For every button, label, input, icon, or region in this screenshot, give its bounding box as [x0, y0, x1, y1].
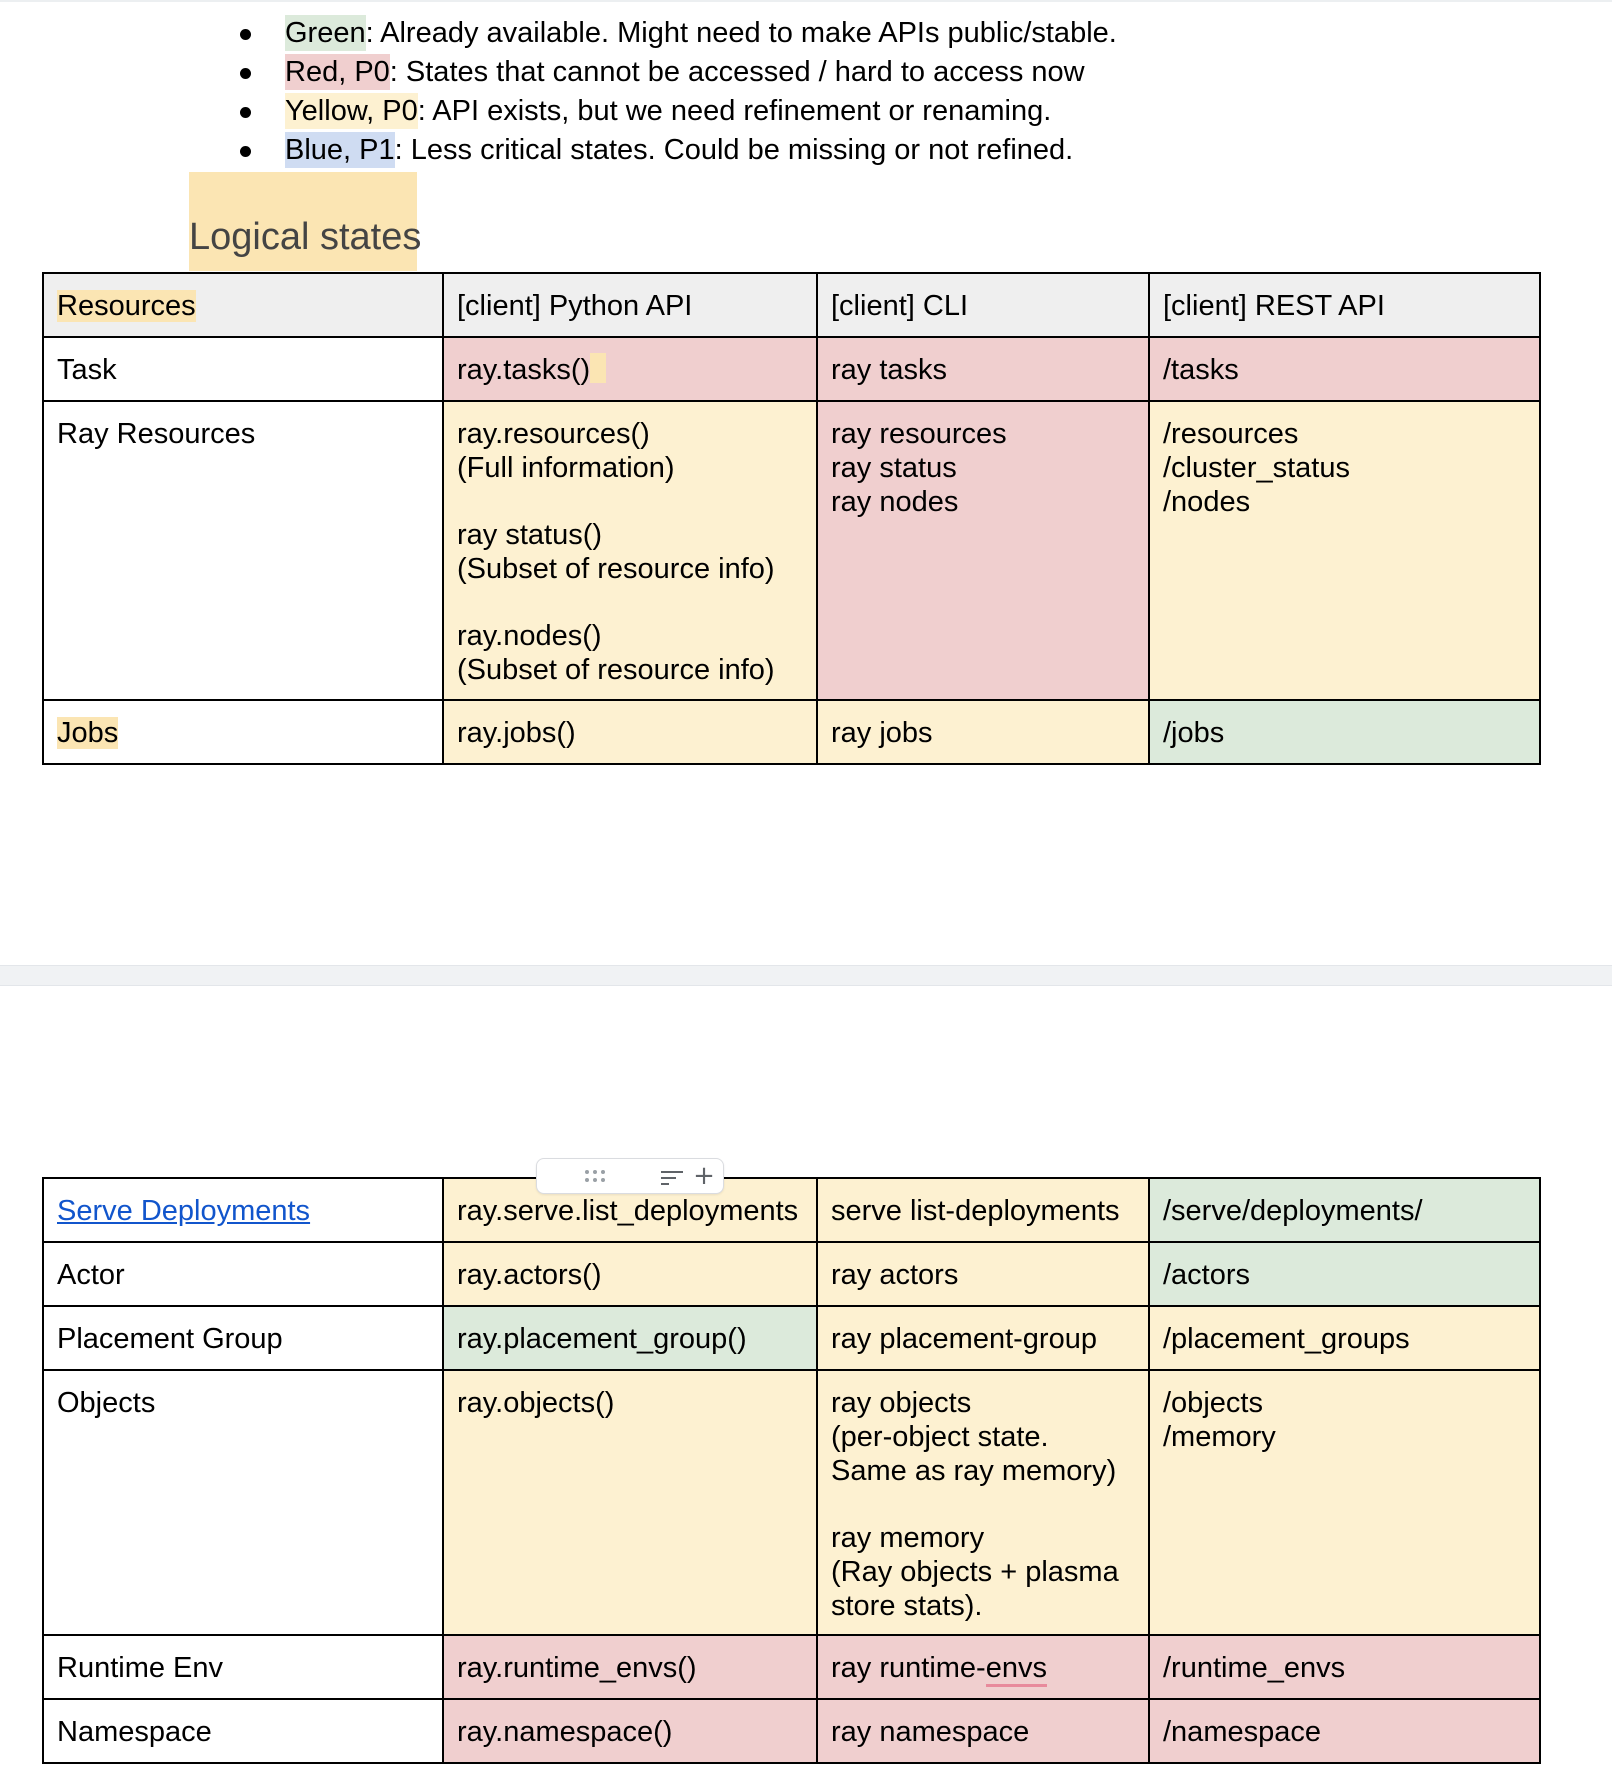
cell-serve-python[interactable]: ray.serve.list_deployments [443, 1178, 817, 1242]
cell-objects-rest[interactable]: /objects /memory [1149, 1370, 1540, 1635]
cell-namespace-label[interactable]: Namespace [43, 1699, 443, 1763]
cell-task-rest[interactable]: /tasks [1149, 337, 1540, 401]
legend-text-yellow: : API exists, but we need refinement or renaming. [417, 95, 1052, 127]
bullet-icon [240, 107, 251, 118]
cell-ray-resources-python[interactable]: ray.resources() (Full information) ray status() (Subset of resource info) ray.nodes() (Subset of resource info) [443, 401, 817, 700]
cell-placement-rest[interactable]: /placement_groups [1149, 1306, 1540, 1370]
states-table-part-1 [42, 272, 1541, 765]
serve-deployments-link[interactable]: Serve Deployments [57, 1195, 311, 1227]
legend-text-green: : Already available. Might need to make APIs public/stable. [365, 17, 1117, 49]
table-row-runtime-env [43, 1635, 1540, 1699]
cell-ray-resources-label[interactable]: Ray Resources [43, 401, 443, 700]
cell-namespace-cli[interactable]: ray namespace [817, 1699, 1149, 1763]
legend-text-blue: : Less critical states. Could be missing or not refined. [394, 134, 1074, 166]
drag-handle-icon[interactable] [585, 1170, 611, 1184]
table-header-row [43, 273, 1540, 337]
cell-ray-resources-cli[interactable]: ray resources ray status ray nodes [817, 401, 1149, 700]
cell-runtime-env-cli[interactable]: ray runtime-envs [817, 1635, 1149, 1699]
spellcheck-underline[interactable]: envs [986, 1652, 1047, 1687]
legend-key-red: Red, P0 [285, 56, 390, 88]
legend-item-red [232, 53, 1432, 92]
table-row-objects [43, 1370, 1540, 1635]
header-cell-resources[interactable]: Resources [43, 273, 443, 337]
text-cursor-highlight [590, 353, 606, 383]
bullet-icon [240, 146, 251, 157]
table-row-namespace [43, 1699, 1540, 1763]
cell-namespace-python[interactable]: ray.namespace() [443, 1699, 817, 1763]
legend-item-yellow [232, 92, 1432, 131]
cell-runtime-env-rest[interactable]: /runtime_envs [1149, 1635, 1540, 1699]
logical-states-heading[interactable] [189, 172, 422, 271]
table-row-placement-group [43, 1306, 1540, 1370]
page-break-gap [0, 965, 1612, 986]
cell-placement-python[interactable]: ray.placement_group() [443, 1306, 817, 1370]
legend-key-yellow: Yellow, P0 [285, 95, 418, 127]
color-legend-list [232, 14, 1432, 170]
heading-text: Logical states [189, 216, 422, 258]
legend-item-blue [232, 131, 1432, 170]
table-row-serve-deployments [43, 1178, 1540, 1242]
page-top-edge [0, 0, 1612, 2]
cell-jobs-label[interactable]: Jobs [43, 700, 443, 764]
table-row-task [43, 337, 1540, 401]
cell-task-label[interactable]: Task [43, 337, 443, 401]
cell-placement-cli[interactable]: ray placement-group [817, 1306, 1149, 1370]
legend-item-green [232, 14, 1432, 53]
cell-actor-rest[interactable]: /actors [1149, 1242, 1540, 1306]
sort-lines-icon[interactable] [661, 1169, 683, 1185]
header-cell-rest-api[interactable]: [client] REST API [1149, 273, 1540, 337]
cell-runtime-env-label[interactable]: Runtime Env [43, 1635, 443, 1699]
cell-namespace-rest[interactable]: /namespace [1149, 1699, 1540, 1763]
cell-task-cli[interactable]: ray tasks [817, 337, 1149, 401]
cell-jobs-rest[interactable]: /jobs [1149, 700, 1540, 764]
legend-key-green: Green [285, 17, 366, 49]
bullet-icon [240, 29, 251, 40]
cell-serve-label[interactable] [43, 1178, 443, 1242]
cell-actor-python[interactable]: ray.actors() [443, 1242, 817, 1306]
cell-task-python[interactable]: ray.tasks() [443, 337, 817, 401]
header-cell-python-api[interactable]: [client] Python API [443, 273, 817, 337]
cell-actor-cli[interactable]: ray actors [817, 1242, 1149, 1306]
states-table-part-2 [42, 1177, 1541, 1764]
table-row-ray-resources [43, 401, 1540, 700]
cell-serve-cli[interactable]: serve list-deployments [817, 1178, 1149, 1242]
cell-objects-label[interactable]: Objects [43, 1370, 443, 1635]
table-hover-toolbar [536, 1158, 724, 1194]
cell-objects-cli[interactable]: ray objects (per-object state. Same as ray memory) ray memory (Ray objects + plasma store stats). [817, 1370, 1149, 1635]
cell-placement-label[interactable]: Placement Group [43, 1306, 443, 1370]
table-row-jobs [43, 700, 1540, 764]
cell-jobs-cli[interactable]: ray jobs [817, 700, 1149, 764]
cell-serve-rest[interactable]: /serve/deployments/ [1149, 1178, 1540, 1242]
add-icon[interactable]: + [693, 1161, 715, 1191]
legend-key-blue: Blue, P1 [285, 134, 395, 166]
cell-runtime-env-python[interactable]: ray.runtime_envs() [443, 1635, 817, 1699]
cell-ray-resources-rest[interactable]: /resources /cluster_status /nodes [1149, 401, 1540, 700]
cell-jobs-python[interactable]: ray.jobs() [443, 700, 817, 764]
bullet-icon [240, 68, 251, 79]
cell-objects-python[interactable]: ray.objects() [443, 1370, 817, 1635]
cell-actor-label[interactable]: Actor [43, 1242, 443, 1306]
header-cell-cli[interactable]: [client] CLI [817, 273, 1149, 337]
table-row-actor [43, 1242, 1540, 1306]
legend-text-red: : States that cannot be accessed / hard to access now [389, 56, 1085, 88]
